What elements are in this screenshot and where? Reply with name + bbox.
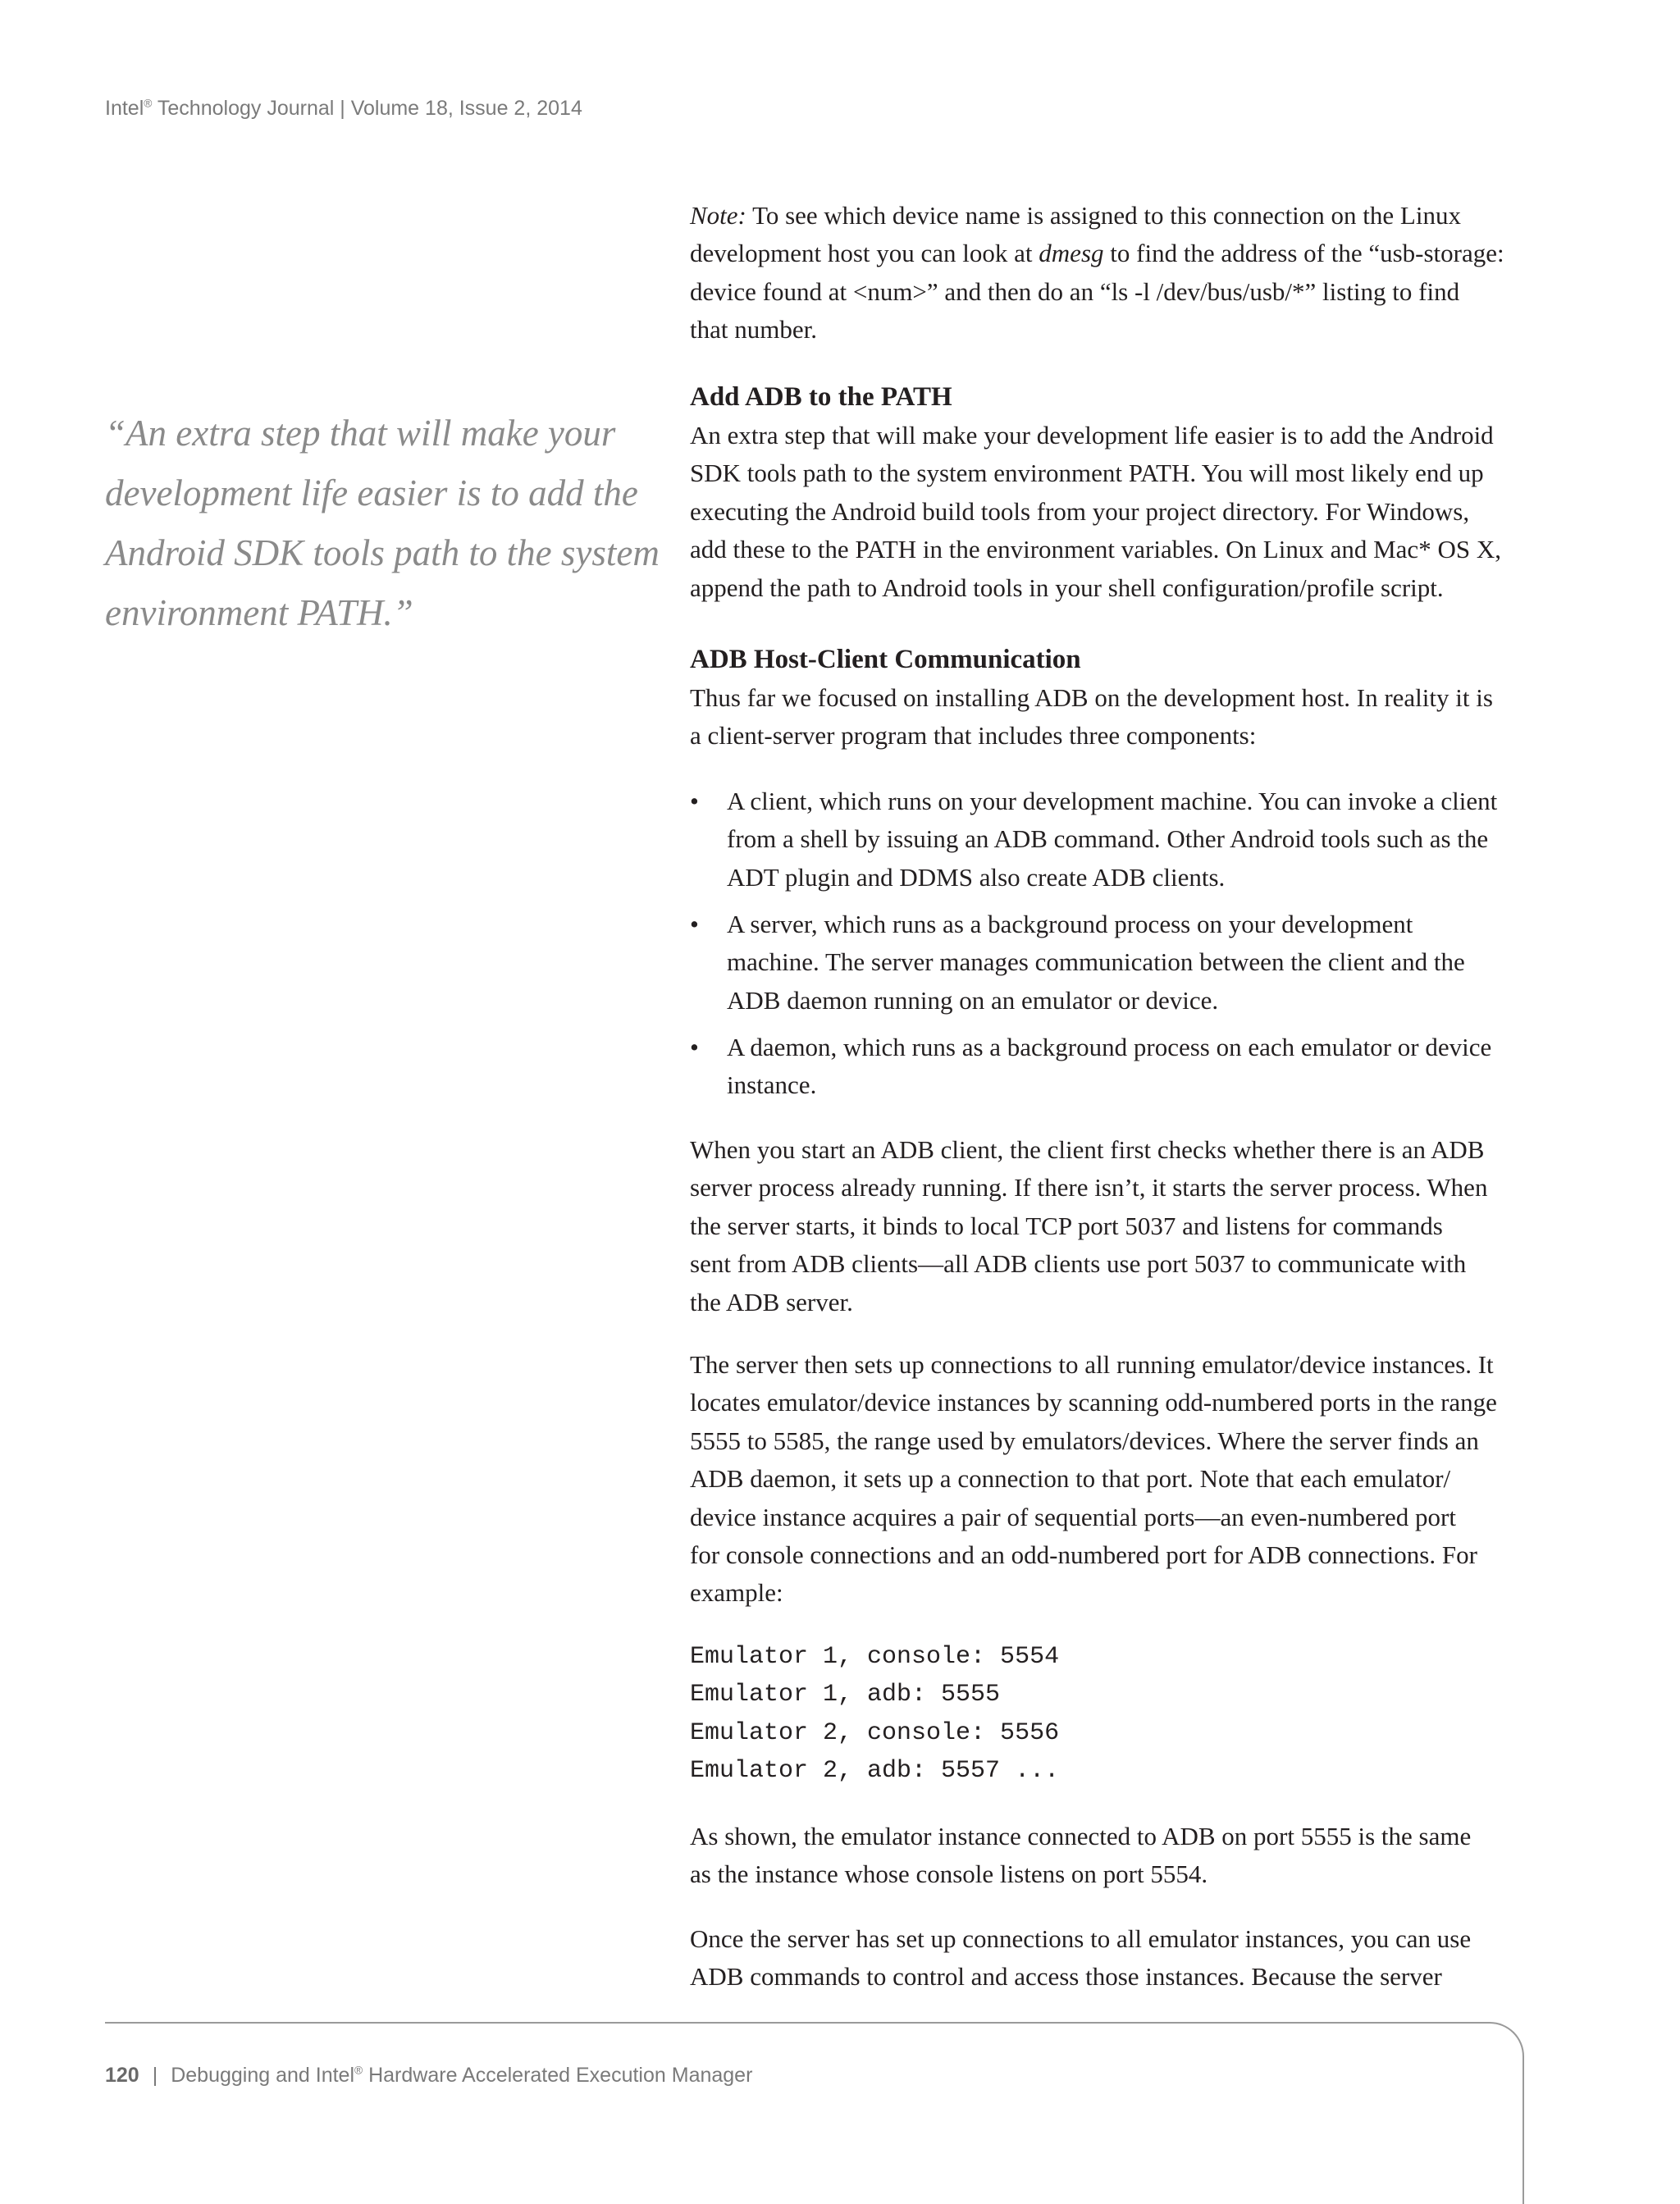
body-line: the ADB server. (690, 1287, 853, 1316)
intro-paragraph (690, 679, 1527, 755)
pull-quote-line: development life easier is to add the (105, 472, 638, 513)
port-example-paragraph (690, 1818, 1527, 1894)
body-line: SDK tools path to the system environment PATH. You will most likely end up (690, 459, 1484, 488)
note-label: Note: (690, 201, 746, 230)
page-number: 120 (105, 2064, 139, 2087)
body-line: a client-server program that includes three components: (690, 721, 1257, 751)
running-head-brand: Intel (105, 97, 144, 120)
body-line: Once the server has set up connections to all emulator instances, you can use (690, 1924, 1472, 1953)
running-head-title: Technology Journal | Volume 18, Issue 2, 2014 (152, 97, 582, 120)
body-line: ADB daemon running on an emulator or device. (727, 985, 1219, 1015)
bullet-icon: • (690, 1033, 699, 1061)
body-line: append the path to Android tools in your shell configuration/profile script. (690, 573, 1444, 602)
running-head (105, 97, 582, 121)
body-line: An extra step that will make your development life easier is to add the Android (690, 421, 1494, 449)
body-line: machine. The server manages communication between the client and the (727, 947, 1465, 977)
section-heading-communication: ADB Host-Client Communication (690, 645, 1081, 674)
body-line: locates emulator/device instances by scanning odd-numbered ports in the range (690, 1388, 1497, 1417)
note-line: Note: To see which device name is assigned to this connection on the Linux (690, 201, 1461, 230)
footer (105, 2064, 752, 2088)
body-line: server process already running. If there isn’t, it starts the server process. When (690, 1173, 1488, 1202)
body-line: executing the Android build tools from your project directory. For Windows, (690, 496, 1470, 526)
code-line: Emulator 2, console: 5556 (690, 1718, 1060, 1747)
body-line: As shown, the emulator instance connected to ADB on port 5555 is the same (690, 1822, 1472, 1850)
client-start-paragraph (690, 1131, 1527, 1321)
body-line: device instance acquires a pair of sequential ports—an even-numbered port (690, 1502, 1456, 1531)
pull-quote-line: Android SDK tools path to the system (105, 532, 660, 573)
code-line: Emulator 1, adb: 5555 (690, 1681, 1001, 1709)
body-line: ADB daemon, it sets up a connection to that port. Note that each emulator/ (690, 1464, 1451, 1494)
body-line: example: (690, 1578, 783, 1608)
body-line: The server then sets up connections to all running emulator/device instances. It (690, 1350, 1494, 1379)
section-heading-path: Add ADB to the PATH (690, 382, 952, 412)
body-line: A server, which runs as a background process on your development (727, 910, 1413, 938)
body-line: add these to the PATH in the environment variables. On Linux and Mac* OS X, (690, 535, 1501, 564)
pull-quote (105, 404, 663, 643)
bullet-icon: • (690, 787, 699, 815)
server-connections-paragraph (690, 1346, 1527, 1613)
pull-quote-line: environment PATH.” (105, 592, 413, 633)
bullet-icon: • (690, 910, 699, 938)
code-block (690, 1638, 1527, 1791)
body-line: as the instance whose console listens on port 5554. (690, 1859, 1208, 1889)
registered-mark: ® (354, 2064, 363, 2077)
body-line: When you start an ADB client, the client first checks whether there is an ADB (690, 1135, 1485, 1164)
registered-mark: ® (144, 97, 153, 110)
code-line: Emulator 2, adb: 5557 ... (690, 1757, 1060, 1786)
note-line: device found at <num>” and then do an “ls -l /dev/bus/usb/*” listing to find (690, 276, 1460, 306)
footer-separator: | (152, 2064, 158, 2087)
footer-rule (105, 2022, 1524, 2204)
body-line: instance. (727, 1070, 817, 1100)
footer-title: Debugging and Intel® Hardware Accelerated Execution Manager (171, 2064, 753, 2087)
body-line: from a shell by issuing an ADB command. Other Android tools such as the (727, 824, 1489, 854)
body-line: A daemon, which runs as a background process on each emulator or device (727, 1033, 1492, 1061)
note-line: development host you can look at dmesg to find the address of the “usb-storage: (690, 239, 1504, 268)
path-paragraph (690, 417, 1527, 607)
body-line: ADT plugin and DDMS also create ADB clients. (727, 862, 1226, 892)
body-line: ADB commands to control and access those instances. Because the server (690, 1962, 1442, 1992)
body-line: Thus far we focused on installing ADB on the development host. In reality it is (690, 683, 1493, 712)
code-line: Emulator 1, console: 5554 (690, 1643, 1060, 1671)
body-line: 5555 to 5585, the range used by emulators/devices. Where the server finds an (690, 1426, 1479, 1455)
body-line: sent from ADB clients—all ADB clients use port 5037 to communicate with (690, 1249, 1467, 1279)
dmesg-term: dmesg (1039, 239, 1104, 268)
body-line: for console connections and an odd-numbered port for ADB connections. For (690, 1540, 1477, 1570)
pull-quote-line: “An extra step that will make your (105, 413, 616, 454)
note-line: that number. (690, 315, 817, 345)
note-paragraph (690, 197, 1527, 349)
body-line: the server starts, it binds to local TCP port 5037 and listens for commands (690, 1211, 1443, 1240)
body-line: A client, which runs on your development machine. You can invoke a client (727, 787, 1498, 815)
commands-paragraph (690, 1920, 1527, 1996)
